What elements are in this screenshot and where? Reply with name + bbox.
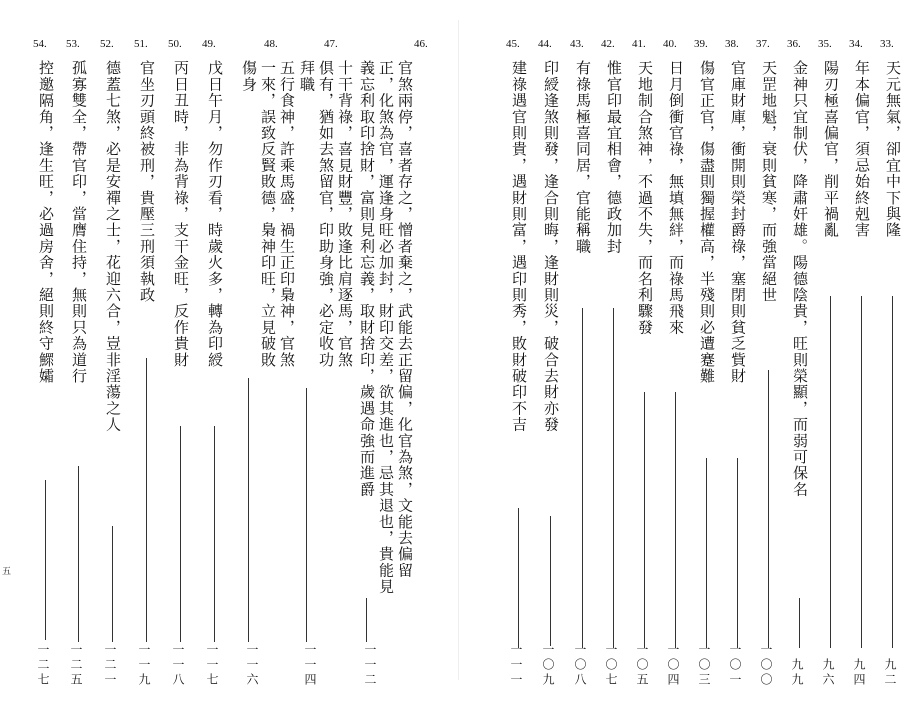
- leader-rule: [582, 308, 583, 648]
- leader-rule: [306, 388, 307, 642]
- page-reference: 一〇九: [541, 643, 555, 688]
- leader-rule: [768, 370, 769, 648]
- leader-rule: [146, 358, 147, 642]
- entry-text: 建祿遇官則貴，遇財則富，遇印則秀，敗財破印不吉: [510, 60, 528, 433]
- leader-rule: [799, 598, 800, 648]
- entry-number: 43.: [570, 38, 584, 50]
- entry-44: [538, 38, 564, 688]
- entry-33: [880, 38, 906, 688]
- entry-number: 47.: [324, 38, 338, 50]
- entry-54: [33, 38, 59, 688]
- entry-52: [100, 38, 126, 688]
- page-reference: 一〇四: [666, 643, 680, 688]
- page-reference: 一〇五: [635, 643, 649, 688]
- entry-number: 49.: [202, 38, 216, 50]
- entry-number: 38.: [725, 38, 739, 50]
- page-reference: 一一九: [137, 643, 151, 688]
- entry-text: 官庫財庫，衝開則榮封爵祿，塞閉則貧乏貲財: [729, 60, 747, 384]
- entry-46: [354, 38, 452, 688]
- leader-rule: [78, 466, 79, 642]
- entry-text: 天元無氣，卻宜中下與隆: [884, 60, 902, 239]
- page-reference: 九四: [852, 658, 866, 688]
- entry-47: [294, 38, 354, 688]
- entry-number: 41.: [632, 38, 646, 50]
- leader-rule: [892, 296, 893, 648]
- entry-text: 金神只宜制伏，降肅奸雄。陽德陰貴，旺則榮顯，而弱可保名: [791, 60, 809, 498]
- entry-49: [202, 38, 228, 688]
- entry-text: 丙日丑時，非為背祿，支干金旺，反作貴財: [172, 60, 190, 368]
- page-reference: 九二: [883, 658, 897, 688]
- entry-number: 42.: [601, 38, 615, 50]
- entry-number: 40.: [663, 38, 677, 50]
- page-gutter: [458, 20, 459, 680]
- entry-35: [818, 38, 844, 688]
- entry-text: 印綬逢煞則發，逢合則晦，逢財則災，破合去財亦發: [542, 60, 560, 433]
- page-reference: 一〇八: [573, 643, 587, 688]
- entry-text: 傷官正官，傷盡則獨握權高，半殘則必遭蹇難: [698, 60, 716, 384]
- entry-number: 46.: [414, 38, 428, 50]
- entry-number: 48.: [264, 38, 278, 50]
- entry-number: 50.: [168, 38, 182, 50]
- entry-number: 35.: [818, 38, 832, 50]
- entry-text: 官坐刃頭終被刑，貴壓三刑須執政: [138, 60, 156, 303]
- entry-number: 45.: [506, 38, 520, 50]
- entry-text: 天罡地魁，衰則貧寒，而強當絕世: [760, 60, 778, 303]
- leader-rule: [613, 308, 614, 648]
- entry-text: 戊日午月，勿作刃看，時歲火多，轉為印綬: [206, 60, 224, 368]
- entry-text: 德蓋七煞，必是安禪之士，花迎六合，豈非淫蕩之人: [104, 60, 122, 433]
- entry-text: 惟官印最宜相會，德政加封: [605, 60, 623, 255]
- page-reference: 一〇七: [604, 643, 618, 688]
- entry-40: [663, 38, 689, 688]
- entry-text: 陽刃極喜偏官，削平禍亂: [822, 60, 840, 239]
- entry-number: 37.: [756, 38, 770, 50]
- page-reference: 一二七: [36, 643, 50, 688]
- page-reference: 一〇一: [728, 643, 742, 688]
- leader-rule: [644, 392, 645, 648]
- entry-text: 有祿馬極喜同居，官能稱職: [574, 60, 592, 255]
- entry-38: [725, 38, 751, 688]
- entry-43: [570, 38, 596, 688]
- leader-rule: [248, 378, 249, 642]
- entry-39: [694, 38, 720, 688]
- entry-text: 天地制合煞神，不過不失，而名利驟發: [636, 60, 654, 336]
- leader-rule: [550, 516, 551, 646]
- leader-rule: [366, 598, 367, 642]
- entry-41: [632, 38, 658, 688]
- leader-rule: [214, 426, 215, 642]
- entry-text: 控邀隔角，逢生旺，必過房舍，絕則終守鰥孀: [37, 60, 55, 384]
- entry-text: 十干背祿，喜見財豐，敗逢比肩逐馬，官煞俱有，猶如去煞留官，印助身強，必定收功拜職: [298, 60, 354, 368]
- leader-rule: [518, 508, 519, 648]
- entry-36: [787, 38, 813, 688]
- entry-text: 官煞兩停，喜者存之，憎者棄之，武能去正留偏，化官為煞，文能去偏留正，化煞為官，運逢身旺必加封，財印交差，欲其進也，忌其退也，貴能見義忘利取印捨財，富則見利忘義，取財捨印，歲遇命強而進爵: [358, 60, 414, 595]
- entry-48: [236, 38, 296, 688]
- leader-rule: [45, 480, 46, 640]
- entry-number: 39.: [694, 38, 708, 50]
- leader-rule: [675, 392, 676, 648]
- leader-rule: [180, 426, 181, 642]
- entry-text: 五行食神，許乘馬盛，禍生正印梟神，官煞一來，誤致反賢敗德，梟神印旺，立見破敗傷身: [240, 60, 296, 368]
- entry-text: 年本偏官，須忌始終剋害: [853, 60, 871, 239]
- entry-37: [756, 38, 782, 688]
- entry-text: 孤寡雙全，帶官印，當膺住持，無則只為道行: [70, 60, 88, 384]
- entry-number: 53.: [66, 38, 80, 50]
- page-reference: 九六: [821, 658, 835, 688]
- entry-53: [66, 38, 92, 688]
- page-reference: 一一七: [205, 643, 219, 688]
- leader-rule: [861, 296, 862, 648]
- entry-45: [506, 38, 532, 688]
- page-reference: 一〇三: [697, 643, 711, 688]
- leader-rule: [737, 458, 738, 648]
- entry-number: 36.: [787, 38, 801, 50]
- page-reference: 一二一: [103, 643, 117, 688]
- page-reference: 一〇〇: [759, 643, 773, 688]
- entry-42: [601, 38, 627, 688]
- page-reference: 一一二: [363, 643, 377, 688]
- entry-number: 52.: [100, 38, 114, 50]
- entry-51: [134, 38, 160, 688]
- page-reference: 一一六: [245, 643, 259, 688]
- page-reference: 九九: [790, 658, 804, 688]
- entry-50: [168, 38, 194, 688]
- entry-number: 54.: [33, 38, 47, 50]
- page-reference: 一二五: [69, 643, 83, 688]
- leader-rule: [830, 296, 831, 648]
- entry-number: 44.: [538, 38, 552, 50]
- page-reference: 一一一: [509, 643, 523, 688]
- entry-number: 34.: [849, 38, 863, 50]
- leader-rule: [112, 526, 113, 642]
- leader-rule: [706, 458, 707, 648]
- entry-text: 日月倒衝官祿，無填無絆，而祿馬飛來: [667, 60, 685, 336]
- margin-page-mark: 五: [2, 567, 12, 577]
- page-reference: 一一四: [303, 643, 317, 688]
- entry-number: 51.: [134, 38, 148, 50]
- page-reference: 一一八: [171, 643, 185, 688]
- entry-number: 33.: [880, 38, 894, 50]
- entry-34: [849, 38, 875, 688]
